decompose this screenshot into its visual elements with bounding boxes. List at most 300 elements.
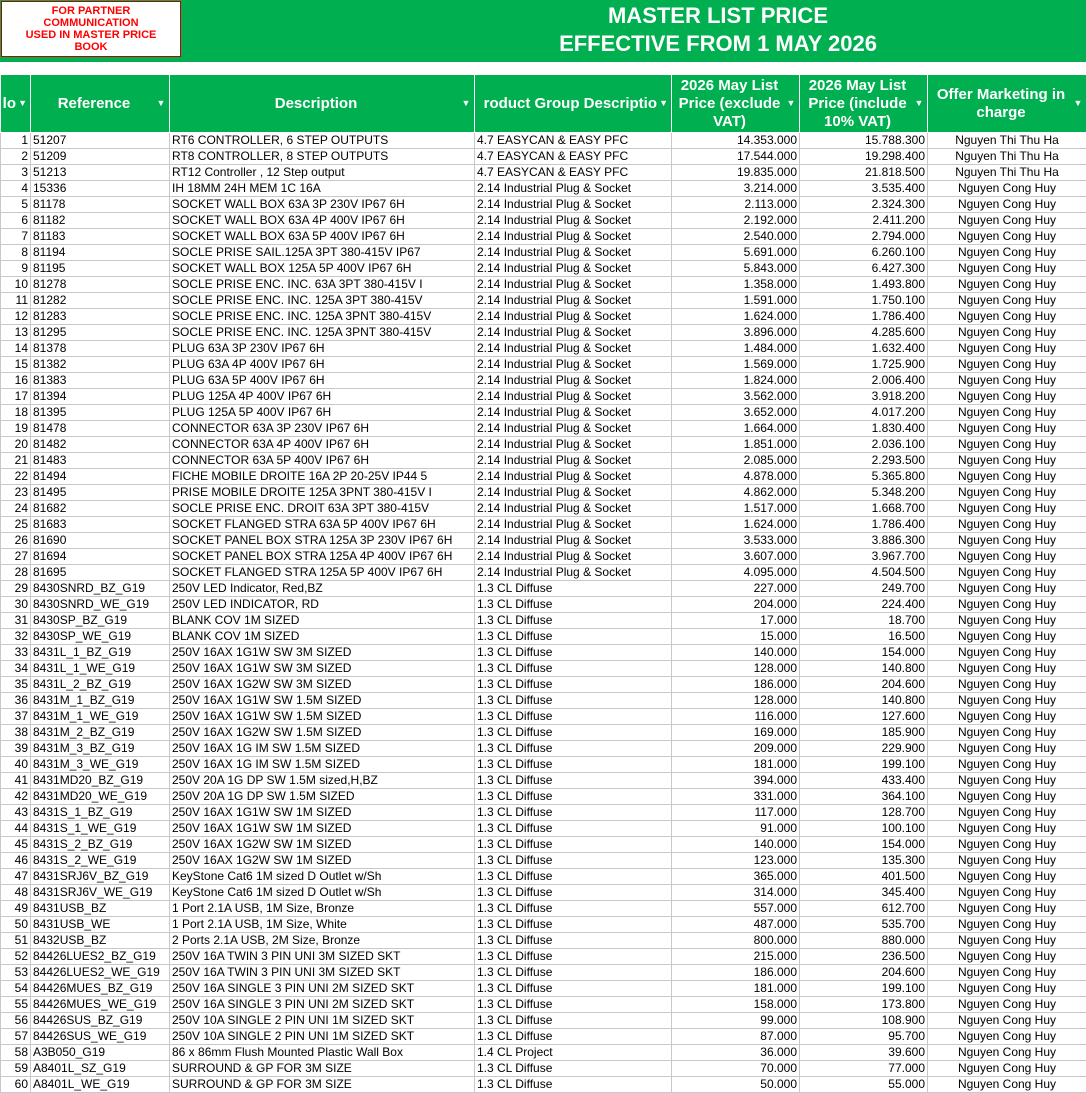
price-incl-vat-cell[interactable]: 364.100 <box>800 789 928 805</box>
offer-marketing-cell[interactable]: Nguyen Cong Huy <box>928 517 1086 533</box>
price-incl-vat-cell[interactable]: 535.700 <box>800 917 928 933</box>
price-incl-vat-cell[interactable]: 19.298.400 <box>800 149 928 165</box>
row-number-cell[interactable]: 35 <box>1 677 31 693</box>
reference-cell[interactable]: 81690 <box>31 533 170 549</box>
price-incl-vat-cell[interactable]: 5.348.200 <box>800 485 928 501</box>
price-excl-vat-cell[interactable]: 17.544.000 <box>672 149 800 165</box>
price-incl-vat-cell[interactable]: 1.830.400 <box>800 421 928 437</box>
price-incl-vat-cell[interactable]: 95.700 <box>800 1029 928 1045</box>
row-number-cell[interactable]: 27 <box>1 549 31 565</box>
reference-cell[interactable]: A3B050_G19 <box>31 1045 170 1061</box>
price-excl-vat-cell[interactable]: 117.000 <box>672 805 800 821</box>
product-group-cell[interactable]: 2.14 Industrial Plug & Socket <box>475 421 672 437</box>
price-incl-vat-cell[interactable]: 4.285.600 <box>800 325 928 341</box>
offer-marketing-cell[interactable]: Nguyen Cong Huy <box>928 981 1086 997</box>
offer-marketing-cell[interactable]: Nguyen Cong Huy <box>928 661 1086 677</box>
price-excl-vat-cell[interactable]: 487.000 <box>672 917 800 933</box>
price-incl-vat-cell[interactable]: 16.500 <box>800 629 928 645</box>
offer-marketing-cell[interactable]: Nguyen Cong Huy <box>928 933 1086 949</box>
product-group-cell[interactable]: 1.3 CL Diffuse <box>475 597 672 613</box>
description-cell[interactable]: SOCKET FLANGED STRA 125A 5P 400V IP67 6H <box>170 565 475 581</box>
reference-cell[interactable]: 8432USB_BZ <box>31 933 170 949</box>
reference-cell[interactable]: 8431S_2_BZ_G19 <box>31 837 170 853</box>
price-excl-vat-cell[interactable]: 2.113.000 <box>672 197 800 213</box>
row-number-cell[interactable]: 20 <box>1 437 31 453</box>
description-cell[interactable]: SOCLE PRISE ENC. INC. 125A 3PNT 380-415V <box>170 309 475 325</box>
product-group-cell[interactable]: 1.3 CL Diffuse <box>475 965 672 981</box>
offer-marketing-cell[interactable]: Nguyen Cong Huy <box>928 341 1086 357</box>
description-cell[interactable]: SOCLE PRISE ENC. INC. 125A 3PT 380-415V <box>170 293 475 309</box>
offer-marketing-cell[interactable]: Nguyen Cong Huy <box>928 389 1086 405</box>
price-excl-vat-cell[interactable]: 1.358.000 <box>672 277 800 293</box>
description-cell[interactable]: 250V 16AX 1G2W SW 1M SIZED <box>170 853 475 869</box>
product-group-cell[interactable]: 2.14 Industrial Plug & Socket <box>475 277 672 293</box>
reference-cell[interactable]: 84426LUES2_WE_G19 <box>31 965 170 981</box>
row-number-cell[interactable]: 58 <box>1 1045 31 1061</box>
product-group-cell[interactable]: 4.7 EASYCAN & EASY PFC <box>475 149 672 165</box>
product-group-cell[interactable]: 1.3 CL Diffuse <box>475 885 672 901</box>
price-excl-vat-cell[interactable]: 1.624.000 <box>672 309 800 325</box>
price-incl-vat-cell[interactable]: 4.017.200 <box>800 405 928 421</box>
product-group-cell[interactable]: 2.14 Industrial Plug & Socket <box>475 565 672 581</box>
product-group-cell[interactable]: 1.3 CL Diffuse <box>475 949 672 965</box>
reference-cell[interactable]: 81494 <box>31 469 170 485</box>
offer-marketing-cell[interactable]: Nguyen Thi Thu Ha <box>928 149 1086 165</box>
offer-marketing-cell[interactable]: Nguyen Cong Huy <box>928 181 1086 197</box>
price-incl-vat-cell[interactable]: 3.886.300 <box>800 533 928 549</box>
description-cell[interactable]: 86 x 86mm Flush Mounted Plastic Wall Box <box>170 1045 475 1061</box>
price-excl-vat-cell[interactable]: 557.000 <box>672 901 800 917</box>
reference-cell[interactable]: 8430SP_BZ_G19 <box>31 613 170 629</box>
row-number-cell[interactable]: 60 <box>1 1077 31 1093</box>
price-excl-vat-cell[interactable]: 365.000 <box>672 869 800 885</box>
price-incl-vat-cell[interactable]: 236.500 <box>800 949 928 965</box>
product-group-cell[interactable]: 2.14 Industrial Plug & Socket <box>475 357 672 373</box>
price-incl-vat-cell[interactable]: 39.600 <box>800 1045 928 1061</box>
price-incl-vat-cell[interactable]: 2.006.400 <box>800 373 928 389</box>
row-number-cell[interactable]: 15 <box>1 357 31 373</box>
product-group-cell[interactable]: 2.14 Industrial Plug & Socket <box>475 533 672 549</box>
reference-cell[interactable]: 8431L_2_BZ_G19 <box>31 677 170 693</box>
description-cell[interactable]: PLUG 63A 5P 400V IP67 6H <box>170 373 475 389</box>
description-cell[interactable]: SURROUND & GP FOR 3M SIZE <box>170 1061 475 1077</box>
row-number-cell[interactable]: 2 <box>1 149 31 165</box>
price-incl-vat-cell[interactable]: 135.300 <box>800 853 928 869</box>
row-number-cell[interactable]: 1 <box>1 133 31 149</box>
reference-cell[interactable]: 8431M_1_WE_G19 <box>31 709 170 725</box>
offer-marketing-cell[interactable]: Nguyen Cong Huy <box>928 421 1086 437</box>
price-excl-vat-cell[interactable]: 140.000 <box>672 645 800 661</box>
product-group-cell[interactable]: 2.14 Industrial Plug & Socket <box>475 261 672 277</box>
price-incl-vat-cell[interactable]: 140.800 <box>800 693 928 709</box>
product-group-cell[interactable]: 2.14 Industrial Plug & Socket <box>475 309 672 325</box>
product-group-cell[interactable]: 2.14 Industrial Plug & Socket <box>475 485 672 501</box>
description-cell[interactable]: 250V 10A SINGLE 2 PIN UNI 1M SIZED SKT <box>170 1029 475 1045</box>
offer-marketing-cell[interactable]: Nguyen Cong Huy <box>928 693 1086 709</box>
offer-marketing-cell[interactable]: Nguyen Cong Huy <box>928 677 1086 693</box>
reference-cell[interactable]: 81182 <box>31 213 170 229</box>
product-group-cell[interactable]: 1.3 CL Diffuse <box>475 901 672 917</box>
reference-cell[interactable]: 81394 <box>31 389 170 405</box>
column-header-no[interactable] <box>1 75 31 133</box>
product-group-cell[interactable]: 1.3 CL Diffuse <box>475 1013 672 1029</box>
offer-marketing-cell[interactable]: Nguyen Cong Huy <box>928 901 1086 917</box>
description-cell[interactable]: SOCLE PRISE SAIL.125A 3PT 380-415V IP67 <box>170 245 475 261</box>
price-excl-vat-cell[interactable]: 186.000 <box>672 965 800 981</box>
row-number-cell[interactable]: 9 <box>1 261 31 277</box>
offer-marketing-cell[interactable]: Nguyen Cong Huy <box>928 437 1086 453</box>
price-excl-vat-cell[interactable]: 158.000 <box>672 997 800 1013</box>
row-number-cell[interactable]: 25 <box>1 517 31 533</box>
row-number-cell[interactable]: 50 <box>1 917 31 933</box>
description-cell[interactable]: 250V 16A TWIN 3 PIN UNI 3M SIZED SKT <box>170 949 475 965</box>
price-excl-vat-cell[interactable]: 4.862.000 <box>672 485 800 501</box>
row-number-cell[interactable]: 54 <box>1 981 31 997</box>
price-excl-vat-cell[interactable]: 800.000 <box>672 933 800 949</box>
reference-cell[interactable]: A8401L_SZ_G19 <box>31 1061 170 1077</box>
description-cell[interactable]: 250V 16AX 1G1W SW 1.5M SIZED <box>170 693 475 709</box>
column-header-price-incl-vat[interactable] <box>800 75 928 133</box>
description-cell[interactable]: 250V 16AX 1G1W SW 1M SIZED <box>170 805 475 821</box>
description-cell[interactable]: 250V 16AX 1G2W SW 1.5M SIZED <box>170 725 475 741</box>
reference-cell[interactable]: 81382 <box>31 357 170 373</box>
description-cell[interactable]: RT12 Controller , 12 Step output <box>170 165 475 181</box>
price-excl-vat-cell[interactable]: 99.000 <box>672 1013 800 1029</box>
offer-marketing-cell[interactable]: Nguyen Cong Huy <box>928 997 1086 1013</box>
price-incl-vat-cell[interactable]: 21.818.500 <box>800 165 928 181</box>
product-group-cell[interactable]: 1.4 CL Project <box>475 1045 672 1061</box>
price-incl-vat-cell[interactable]: 173.800 <box>800 997 928 1013</box>
row-number-cell[interactable]: 12 <box>1 309 31 325</box>
offer-marketing-cell[interactable]: Nguyen Thi Thu Ha <box>928 165 1086 181</box>
reference-cell[interactable]: 84426MUES_WE_G19 <box>31 997 170 1013</box>
description-cell[interactable]: SOCKET WALL BOX 125A 5P 400V IP67 6H <box>170 261 475 277</box>
price-excl-vat-cell[interactable]: 87.000 <box>672 1029 800 1045</box>
price-incl-vat-cell[interactable]: 1.786.400 <box>800 517 928 533</box>
offer-marketing-cell[interactable]: Nguyen Cong Huy <box>928 1061 1086 1077</box>
row-number-cell[interactable]: 52 <box>1 949 31 965</box>
description-cell[interactable]: KeyStone Cat6 1M sized D Outlet w/Sh <box>170 869 475 885</box>
row-number-cell[interactable]: 11 <box>1 293 31 309</box>
product-group-cell[interactable]: 1.3 CL Diffuse <box>475 629 672 645</box>
reference-cell[interactable]: 81695 <box>31 565 170 581</box>
product-group-cell[interactable]: 1.3 CL Diffuse <box>475 757 672 773</box>
row-number-cell[interactable]: 19 <box>1 421 31 437</box>
price-incl-vat-cell[interactable]: 6.427.300 <box>800 261 928 277</box>
reference-cell[interactable]: 8431M_3_BZ_G19 <box>31 741 170 757</box>
reference-cell[interactable]: 84426SUS_WE_G19 <box>31 1029 170 1045</box>
price-excl-vat-cell[interactable]: 331.000 <box>672 789 800 805</box>
row-number-cell[interactable]: 51 <box>1 933 31 949</box>
price-incl-vat-cell[interactable]: 140.800 <box>800 661 928 677</box>
offer-marketing-cell[interactable]: Nguyen Cong Huy <box>928 789 1086 805</box>
description-cell[interactable]: FICHE MOBILE DROITE 16A 2P 20-25V IP44 5 <box>170 469 475 485</box>
offer-marketing-cell[interactable]: Nguyen Thi Thu Ha <box>928 133 1086 149</box>
row-number-cell[interactable]: 56 <box>1 1013 31 1029</box>
price-incl-vat-cell[interactable]: 18.700 <box>800 613 928 629</box>
product-group-cell[interactable]: 1.3 CL Diffuse <box>475 741 672 757</box>
price-incl-vat-cell[interactable]: 55.000 <box>800 1077 928 1093</box>
product-group-cell[interactable]: 2.14 Industrial Plug & Socket <box>475 181 672 197</box>
price-excl-vat-cell[interactable]: 5.691.000 <box>672 245 800 261</box>
offer-marketing-cell[interactable]: Nguyen Cong Huy <box>928 853 1086 869</box>
description-cell[interactable]: 250V 16A TWIN 3 PIN UNI 3M SIZED SKT <box>170 965 475 981</box>
offer-marketing-cell[interactable]: Nguyen Cong Huy <box>928 501 1086 517</box>
description-cell[interactable]: SOCKET FLANGED STRA 63A 5P 400V IP67 6H <box>170 517 475 533</box>
column-header-reference[interactable] <box>31 75 170 133</box>
description-cell[interactable]: CONNECTOR 63A 5P 400V IP67 6H <box>170 453 475 469</box>
row-number-cell[interactable]: 6 <box>1 213 31 229</box>
reference-cell[interactable]: 81483 <box>31 453 170 469</box>
price-excl-vat-cell[interactable]: 3.562.000 <box>672 389 800 405</box>
offer-marketing-cell[interactable]: Nguyen Cong Huy <box>928 645 1086 661</box>
product-group-cell[interactable]: 2.14 Industrial Plug & Socket <box>475 245 672 261</box>
price-excl-vat-cell[interactable]: 314.000 <box>672 885 800 901</box>
row-number-cell[interactable]: 16 <box>1 373 31 389</box>
row-number-cell[interactable]: 46 <box>1 853 31 869</box>
description-cell[interactable]: 250V 10A SINGLE 2 PIN UNI 1M SIZED SKT <box>170 1013 475 1029</box>
price-excl-vat-cell[interactable]: 50.000 <box>672 1077 800 1093</box>
reference-cell[interactable]: 8430SNRD_BZ_G19 <box>31 581 170 597</box>
price-incl-vat-cell[interactable]: 2.293.500 <box>800 453 928 469</box>
reference-cell[interactable]: 81195 <box>31 261 170 277</box>
price-excl-vat-cell[interactable]: 227.000 <box>672 581 800 597</box>
product-group-cell[interactable]: 1.3 CL Diffuse <box>475 709 672 725</box>
description-cell[interactable]: PLUG 125A 5P 400V IP67 6H <box>170 405 475 421</box>
offer-marketing-cell[interactable]: Nguyen Cong Huy <box>928 613 1086 629</box>
filter-dropdown-icon[interactable]: ▼ <box>461 99 471 108</box>
description-cell[interactable]: SOCKET WALL BOX 63A 4P 400V IP67 6H <box>170 213 475 229</box>
description-cell[interactable]: RT6 CONTROLLER, 6 STEP OUTPUTS <box>170 133 475 149</box>
description-cell[interactable]: PLUG 63A 4P 400V IP67 6H <box>170 357 475 373</box>
reference-cell[interactable]: 84426MUES_BZ_G19 <box>31 981 170 997</box>
price-incl-vat-cell[interactable]: 880.000 <box>800 933 928 949</box>
description-cell[interactable]: 1 Port 2.1A USB, 1M Size, White <box>170 917 475 933</box>
price-incl-vat-cell[interactable]: 345.400 <box>800 885 928 901</box>
column-header-price-excl-vat[interactable] <box>672 75 800 133</box>
product-group-cell[interactable]: 2.14 Industrial Plug & Socket <box>475 517 672 533</box>
product-group-cell[interactable]: 4.7 EASYCAN & EASY PFC <box>475 133 672 149</box>
price-excl-vat-cell[interactable]: 1.824.000 <box>672 373 800 389</box>
price-excl-vat-cell[interactable]: 3.896.000 <box>672 325 800 341</box>
price-excl-vat-cell[interactable]: 181.000 <box>672 757 800 773</box>
reference-cell[interactable]: 8431M_1_BZ_G19 <box>31 693 170 709</box>
row-number-cell[interactable]: 4 <box>1 181 31 197</box>
row-number-cell[interactable]: 18 <box>1 405 31 421</box>
offer-marketing-cell[interactable]: Nguyen Cong Huy <box>928 837 1086 853</box>
reference-cell[interactable]: 8431M_3_WE_G19 <box>31 757 170 773</box>
description-cell[interactable]: SOCLE PRISE ENC. INC. 125A 3PNT 380-415V <box>170 325 475 341</box>
price-excl-vat-cell[interactable]: 4.095.000 <box>672 565 800 581</box>
description-cell[interactable]: CONNECTOR 63A 3P 230V IP67 6H <box>170 421 475 437</box>
price-incl-vat-cell[interactable]: 612.700 <box>800 901 928 917</box>
description-cell[interactable]: PRISE MOBILE DROITE 125A 3PNT 380-415V I <box>170 485 475 501</box>
product-group-cell[interactable]: 1.3 CL Diffuse <box>475 773 672 789</box>
product-group-cell[interactable]: 2.14 Industrial Plug & Socket <box>475 373 672 389</box>
filter-dropdown-icon[interactable]: ▼ <box>156 99 166 108</box>
reference-cell[interactable]: 81183 <box>31 229 170 245</box>
reference-cell[interactable]: 8431L_1_BZ_G19 <box>31 645 170 661</box>
reference-cell[interactable]: 8431USB_BZ <box>31 901 170 917</box>
row-number-cell[interactable]: 40 <box>1 757 31 773</box>
row-number-cell[interactable]: 48 <box>1 885 31 901</box>
product-group-cell[interactable]: 1.3 CL Diffuse <box>475 725 672 741</box>
price-excl-vat-cell[interactable]: 17.000 <box>672 613 800 629</box>
description-cell[interactable]: 250V 16AX 1G1W SW 1M SIZED <box>170 821 475 837</box>
price-excl-vat-cell[interactable]: 140.000 <box>672 837 800 853</box>
row-number-cell[interactable]: 21 <box>1 453 31 469</box>
description-cell[interactable]: SOCKET WALL BOX 63A 3P 230V IP67 6H <box>170 197 475 213</box>
price-incl-vat-cell[interactable]: 127.600 <box>800 709 928 725</box>
product-group-cell[interactable]: 1.3 CL Diffuse <box>475 837 672 853</box>
price-incl-vat-cell[interactable]: 2.411.200 <box>800 213 928 229</box>
product-group-cell[interactable]: 1.3 CL Diffuse <box>475 661 672 677</box>
row-number-cell[interactable]: 13 <box>1 325 31 341</box>
price-incl-vat-cell[interactable]: 199.100 <box>800 757 928 773</box>
price-excl-vat-cell[interactable]: 209.000 <box>672 741 800 757</box>
row-number-cell[interactable]: 22 <box>1 469 31 485</box>
filter-dropdown-icon[interactable]: ▼ <box>786 99 796 108</box>
description-cell[interactable]: SOCLE PRISE ENC. DROIT 63A 3PT 380-415V <box>170 501 475 517</box>
description-cell[interactable]: SOCKET WALL BOX 63A 5P 400V IP67 6H <box>170 229 475 245</box>
reference-cell[interactable]: 84426SUS_BZ_G19 <box>31 1013 170 1029</box>
price-incl-vat-cell[interactable]: 204.600 <box>800 965 928 981</box>
price-incl-vat-cell[interactable]: 199.100 <box>800 981 928 997</box>
product-group-cell[interactable]: 2.14 Industrial Plug & Socket <box>475 389 672 405</box>
row-number-cell[interactable]: 38 <box>1 725 31 741</box>
row-number-cell[interactable]: 57 <box>1 1029 31 1045</box>
row-number-cell[interactable]: 23 <box>1 485 31 501</box>
description-cell[interactable]: KeyStone Cat6 1M sized D Outlet w/Sh <box>170 885 475 901</box>
offer-marketing-cell[interactable]: Nguyen Cong Huy <box>928 869 1086 885</box>
price-incl-vat-cell[interactable]: 1.493.800 <box>800 277 928 293</box>
reference-cell[interactable]: 8431L_1_WE_G19 <box>31 661 170 677</box>
offer-marketing-cell[interactable]: Nguyen Cong Huy <box>928 453 1086 469</box>
offer-marketing-cell[interactable]: Nguyen Cong Huy <box>928 405 1086 421</box>
reference-cell[interactable]: 81295 <box>31 325 170 341</box>
row-number-cell[interactable]: 55 <box>1 997 31 1013</box>
product-group-cell[interactable]: 2.14 Industrial Plug & Socket <box>475 293 672 309</box>
description-cell[interactable]: PLUG 125A 4P 400V IP67 6H <box>170 389 475 405</box>
price-incl-vat-cell[interactable]: 249.700 <box>800 581 928 597</box>
reference-cell[interactable]: 81378 <box>31 341 170 357</box>
row-number-cell[interactable]: 32 <box>1 629 31 645</box>
reference-cell[interactable]: 81694 <box>31 549 170 565</box>
product-group-cell[interactable]: 1.3 CL Diffuse <box>475 805 672 821</box>
row-number-cell[interactable]: 26 <box>1 533 31 549</box>
offer-marketing-cell[interactable]: Nguyen Cong Huy <box>928 485 1086 501</box>
offer-marketing-cell[interactable]: Nguyen Cong Huy <box>928 917 1086 933</box>
offer-marketing-cell[interactable]: Nguyen Cong Huy <box>928 885 1086 901</box>
offer-marketing-cell[interactable]: Nguyen Cong Huy <box>928 549 1086 565</box>
row-number-cell[interactable]: 14 <box>1 341 31 357</box>
description-cell[interactable]: 250V 20A 1G DP SW 1.5M SIZED <box>170 789 475 805</box>
product-group-cell[interactable]: 1.3 CL Diffuse <box>475 789 672 805</box>
reference-cell[interactable]: 8431S_2_WE_G19 <box>31 853 170 869</box>
price-excl-vat-cell[interactable]: 186.000 <box>672 677 800 693</box>
price-incl-vat-cell[interactable]: 15.788.300 <box>800 133 928 149</box>
offer-marketing-cell[interactable]: Nguyen Cong Huy <box>928 1045 1086 1061</box>
reference-cell[interactable]: 8431SRJ6V_WE_G19 <box>31 885 170 901</box>
price-excl-vat-cell[interactable]: 19.835.000 <box>672 165 800 181</box>
product-group-cell[interactable]: 2.14 Industrial Plug & Socket <box>475 213 672 229</box>
reference-cell[interactable]: 51209 <box>31 149 170 165</box>
reference-cell[interactable]: 8431SRJ6V_BZ_G19 <box>31 869 170 885</box>
price-excl-vat-cell[interactable]: 1.851.000 <box>672 437 800 453</box>
description-cell[interactable]: 250V LED INDICATOR, RD <box>170 597 475 613</box>
price-excl-vat-cell[interactable]: 204.000 <box>672 597 800 613</box>
price-excl-vat-cell[interactable]: 91.000 <box>672 821 800 837</box>
price-excl-vat-cell[interactable]: 1.664.000 <box>672 421 800 437</box>
description-cell[interactable]: 2 Ports 2.1A USB, 2M Size, Bronze <box>170 933 475 949</box>
reference-cell[interactable]: 81395 <box>31 405 170 421</box>
offer-marketing-cell[interactable]: Nguyen Cong Huy <box>928 565 1086 581</box>
price-incl-vat-cell[interactable]: 154.000 <box>800 837 928 853</box>
offer-marketing-cell[interactable]: Nguyen Cong Huy <box>928 1013 1086 1029</box>
offer-marketing-cell[interactable]: Nguyen Cong Huy <box>928 325 1086 341</box>
reference-cell[interactable]: 15336 <box>31 181 170 197</box>
filter-dropdown-icon[interactable]: ▼ <box>1073 99 1083 108</box>
offer-marketing-cell[interactable]: Nguyen Cong Huy <box>928 597 1086 613</box>
description-cell[interactable]: 250V 16A SINGLE 3 PIN UNI 2M SIZED SKT <box>170 981 475 997</box>
description-cell[interactable]: SOCKET PANEL BOX STRA 125A 4P 400V IP67 6H <box>170 549 475 565</box>
price-incl-vat-cell[interactable]: 2.794.000 <box>800 229 928 245</box>
price-excl-vat-cell[interactable]: 181.000 <box>672 981 800 997</box>
price-incl-vat-cell[interactable]: 2.036.100 <box>800 437 928 453</box>
description-cell[interactable]: CONNECTOR 63A 4P 400V IP67 6H <box>170 437 475 453</box>
offer-marketing-cell[interactable]: Nguyen Cong Huy <box>928 277 1086 293</box>
price-excl-vat-cell[interactable]: 1.484.000 <box>672 341 800 357</box>
product-group-cell[interactable]: 1.3 CL Diffuse <box>475 981 672 997</box>
reference-cell[interactable]: 8430SNRD_WE_G19 <box>31 597 170 613</box>
price-excl-vat-cell[interactable]: 1.624.000 <box>672 517 800 533</box>
product-group-cell[interactable]: 2.14 Industrial Plug & Socket <box>475 501 672 517</box>
reference-cell[interactable]: 8431S_1_BZ_G19 <box>31 805 170 821</box>
row-number-cell[interactable]: 53 <box>1 965 31 981</box>
price-excl-vat-cell[interactable]: 169.000 <box>672 725 800 741</box>
offer-marketing-cell[interactable]: Nguyen Cong Huy <box>928 805 1086 821</box>
offer-marketing-cell[interactable]: Nguyen Cong Huy <box>928 533 1086 549</box>
product-group-cell[interactable]: 2.14 Industrial Plug & Socket <box>475 453 672 469</box>
price-incl-vat-cell[interactable]: 3.967.700 <box>800 549 928 565</box>
reference-cell[interactable]: 8431USB_WE <box>31 917 170 933</box>
product-group-cell[interactable]: 1.3 CL Diffuse <box>475 613 672 629</box>
product-group-cell[interactable]: 2.14 Industrial Plug & Socket <box>475 229 672 245</box>
price-incl-vat-cell[interactable]: 433.400 <box>800 773 928 789</box>
row-number-cell[interactable]: 8 <box>1 245 31 261</box>
price-incl-vat-cell[interactable]: 1.725.900 <box>800 357 928 373</box>
row-number-cell[interactable]: 3 <box>1 165 31 181</box>
price-incl-vat-cell[interactable]: 3.535.400 <box>800 181 928 197</box>
price-excl-vat-cell[interactable]: 215.000 <box>672 949 800 965</box>
price-excl-vat-cell[interactable]: 3.533.000 <box>672 533 800 549</box>
column-header-description[interactable] <box>170 75 475 133</box>
description-cell[interactable]: SOCKET PANEL BOX STRA 125A 3P 230V IP67 6H <box>170 533 475 549</box>
filter-dropdown-icon[interactable]: ▼ <box>17 99 27 108</box>
offer-marketing-cell[interactable]: Nguyen Cong Huy <box>928 229 1086 245</box>
price-excl-vat-cell[interactable]: 14.353.000 <box>672 133 800 149</box>
reference-cell[interactable]: 81478 <box>31 421 170 437</box>
offer-marketing-cell[interactable]: Nguyen Cong Huy <box>928 949 1086 965</box>
price-excl-vat-cell[interactable]: 123.000 <box>672 853 800 869</box>
offer-marketing-cell[interactable]: Nguyen Cong Huy <box>928 1077 1086 1093</box>
product-group-cell[interactable]: 2.14 Industrial Plug & Socket <box>475 341 672 357</box>
product-group-cell[interactable]: 4.7 EASYCAN & EASY PFC <box>475 165 672 181</box>
reference-cell[interactable]: 8430SP_WE_G19 <box>31 629 170 645</box>
description-cell[interactable]: 250V LED Indicator, Red,BZ <box>170 581 475 597</box>
offer-marketing-cell[interactable]: Nguyen Cong Huy <box>928 469 1086 485</box>
offer-marketing-cell[interactable]: Nguyen Cong Huy <box>928 261 1086 277</box>
